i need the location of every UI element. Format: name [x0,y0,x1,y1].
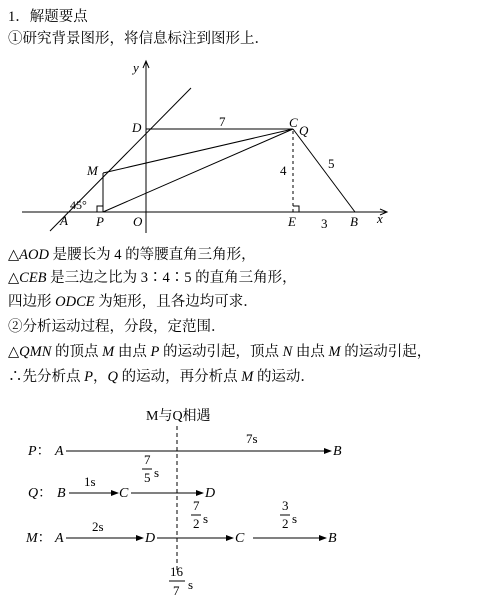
meet-time [169,564,193,598]
svg-text:2: 2 [282,516,289,531]
section-heading: 1．解题要点 [8,9,88,25]
row-M-end: B [328,531,337,546]
length-DC: 7 [219,114,226,129]
svg-text:5: 5 [144,470,151,485]
row-M-mid-1: D [145,531,156,546]
row-M-time-1: 2s [92,519,104,534]
svg-text:3: 3 [282,498,289,513]
row-M-time-2 [191,498,208,531]
label-O: O [133,214,143,229]
segment-MQ [103,129,293,173]
row-P-time: 7s [246,431,258,446]
right-angle-E [293,206,299,212]
segment-PQ [103,129,293,212]
label-P: P [96,214,104,229]
explain-line-3: 四边形 ODCE 为矩形，且各边均可求． [8,294,258,310]
row-P-start: A [55,444,64,459]
svg-text:s: s [292,511,298,526]
explain-line-6: ∴先分析点 P，Q 的运动，再分析点 M 的运动． [8,369,315,385]
label-A: A [60,213,68,228]
label-E: E [288,214,296,229]
explain-line-2: △CEB 是三边之比为 3∶4∶5 的直角三角形， [8,270,297,286]
length-CB: 5 [328,156,335,171]
row-Q-time-2 [142,452,159,485]
svg-text:7: 7 [173,583,180,598]
right-angle-P [97,206,103,212]
length-CE: 4 [280,163,287,178]
row-Q-start: B [57,486,66,501]
angle-45: 45° [70,198,87,212]
row-M-start: A [55,531,64,546]
step-one-text: ①研究背景图形，将信息标注到图形上． [8,31,269,47]
explain-line-1: △AOD 是腰长为 4 的等腰直角三角形， [8,247,256,263]
row-Q-time-1: 1s [84,474,96,489]
length-EB: 3 [321,216,328,231]
label-Q: Q [299,123,309,138]
svg-text:16: 16 [170,564,183,579]
row-Q-end: D [205,486,216,501]
explain-line-4: ②分析运动过程，分段，定范围． [8,319,226,335]
row-P-label: P： [28,444,51,459]
svg-text:s: s [154,465,160,480]
label-C: C [289,115,298,130]
row-Q-label: Q： [28,486,53,501]
label-B: B [350,214,358,229]
svg-text:7: 7 [193,498,200,513]
label-y: y [133,60,139,75]
svg-text:s: s [203,511,209,526]
segment-CB [293,129,355,212]
row-P-end: B [333,444,342,459]
label-D: D [132,120,142,135]
row-Q-mid: C [119,486,129,501]
explain-line-5: △QMN 的顶点 M 由点 P 的运动引起，顶点 N 由点 M 的运动引起， [8,344,432,360]
svg-text:2: 2 [193,516,200,531]
row-M-time-3 [280,498,297,531]
svg-text:7: 7 [144,452,151,467]
row-M-label: M： [26,531,52,546]
row-M-mid-2: C [235,531,245,546]
label-M: M [87,163,98,178]
label-x: x [377,211,383,226]
motion-timeline [0,400,490,606]
svg-text:s: s [188,577,194,592]
meet-label: M与Q相遇 [146,409,211,424]
